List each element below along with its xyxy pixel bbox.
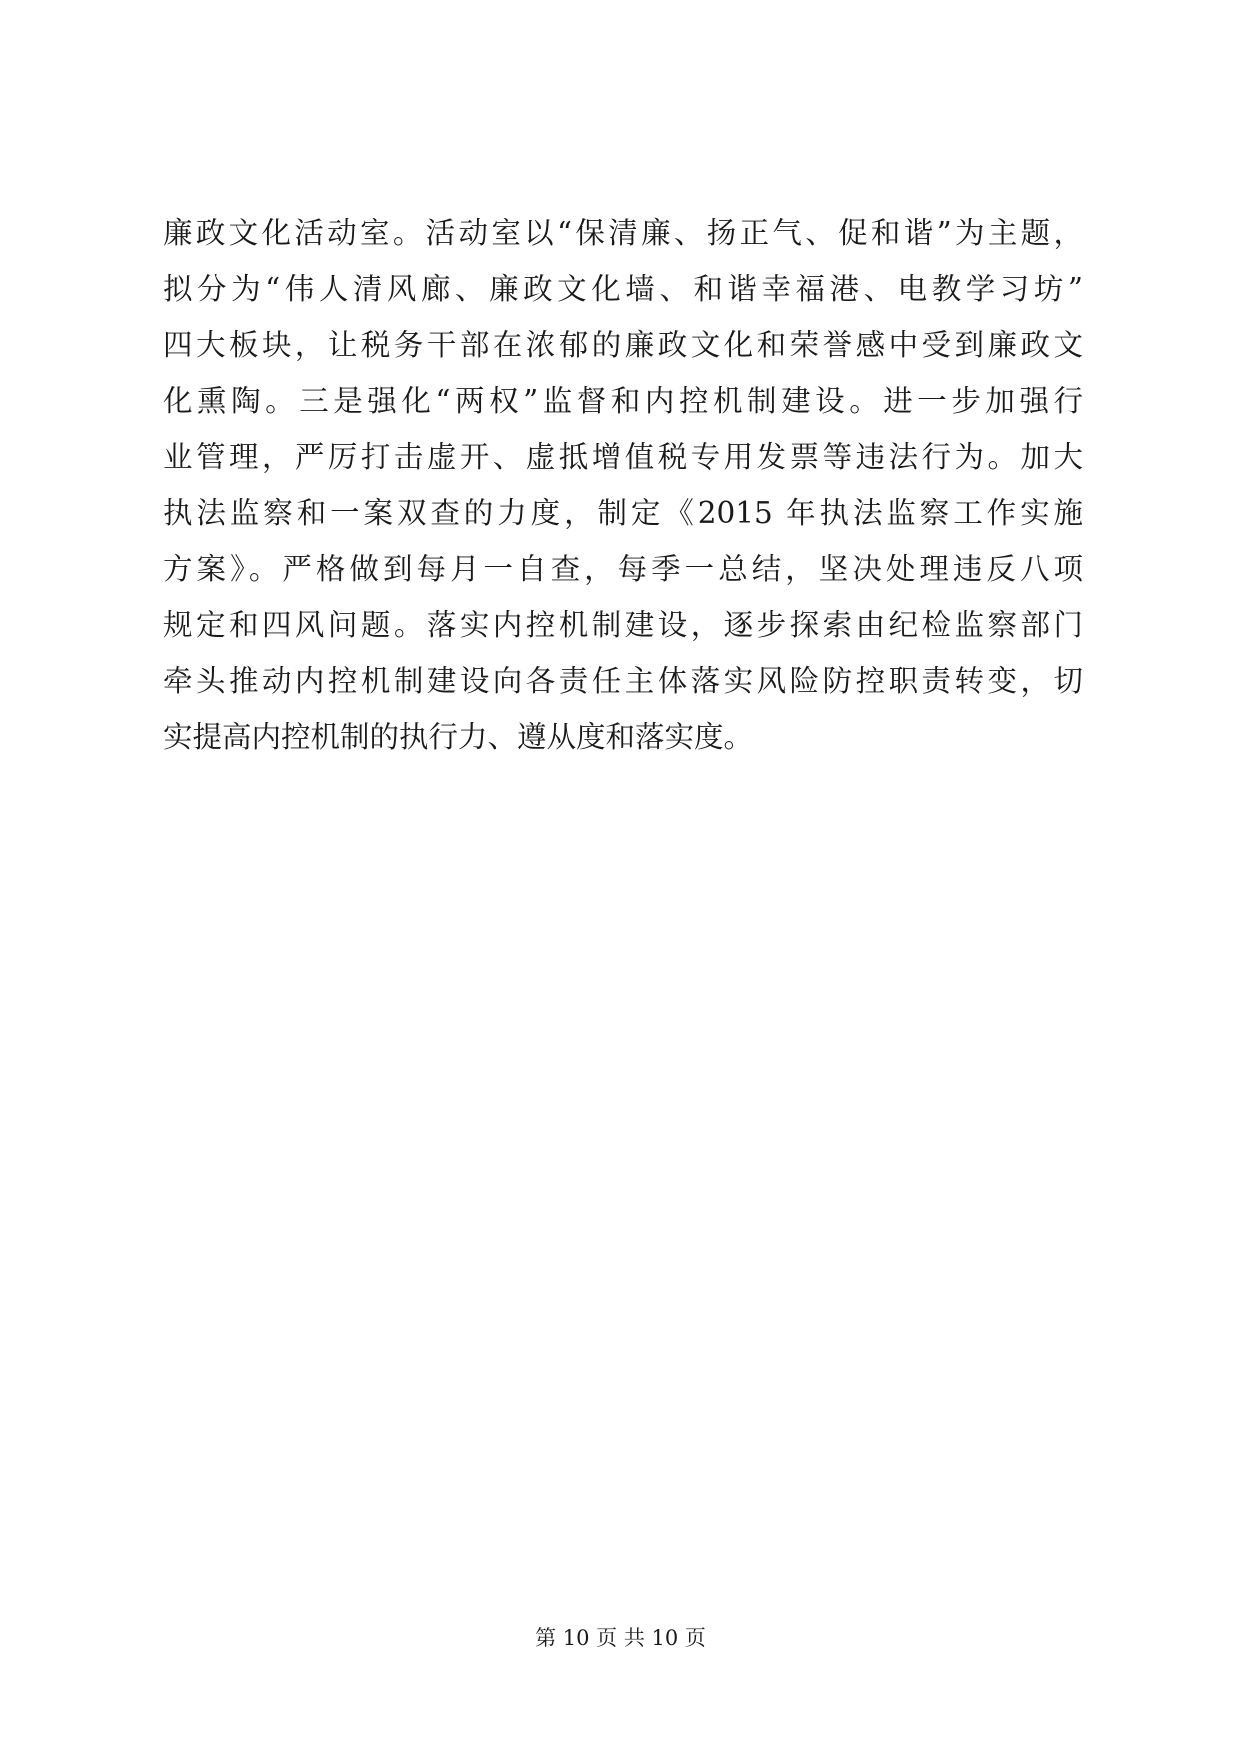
body-paragraph: [163, 205, 1083, 765]
text-line: 实提高内控机制的执行力、遵从度和落实度。: [163, 720, 754, 754]
text-line: 牵头推动内控机制建设向各责任主体落实风险防控职责转变，切: [163, 664, 1083, 698]
text-line: 执法监察和一案双查的力度，制定《2015 年执法监察工作实施: [163, 496, 1083, 530]
text-line: 业管理，严厉打击虚开、虚抵增值税专用发票等违法行为。加大: [163, 440, 1083, 474]
page-number-footer: 第 10 页 共 10 页: [535, 1626, 706, 1650]
text-line: 廉政文化活动室。活动室以“保清廉、扬正气、促和谐”为主题，: [163, 216, 1083, 250]
text-line: 方案》。严格做到每月一自查，每季一总结，坚决处理违反八项: [163, 552, 1083, 586]
text-line: 规定和四风问题。落实内控机制建设，逐步探索由纪检监察部门: [163, 608, 1083, 642]
text-line: 化熏陶。三是强化“两权”监督和内控机制建设。进一步加强行: [163, 384, 1083, 418]
text-line: 拟分为“伟人清风廊、廉政文化墙、和谐幸福港、电教学习坊”: [163, 272, 1083, 306]
text-line: 四大板块，让税务干部在浓郁的廉政文化和荣誉感中受到廉政文: [163, 328, 1083, 362]
